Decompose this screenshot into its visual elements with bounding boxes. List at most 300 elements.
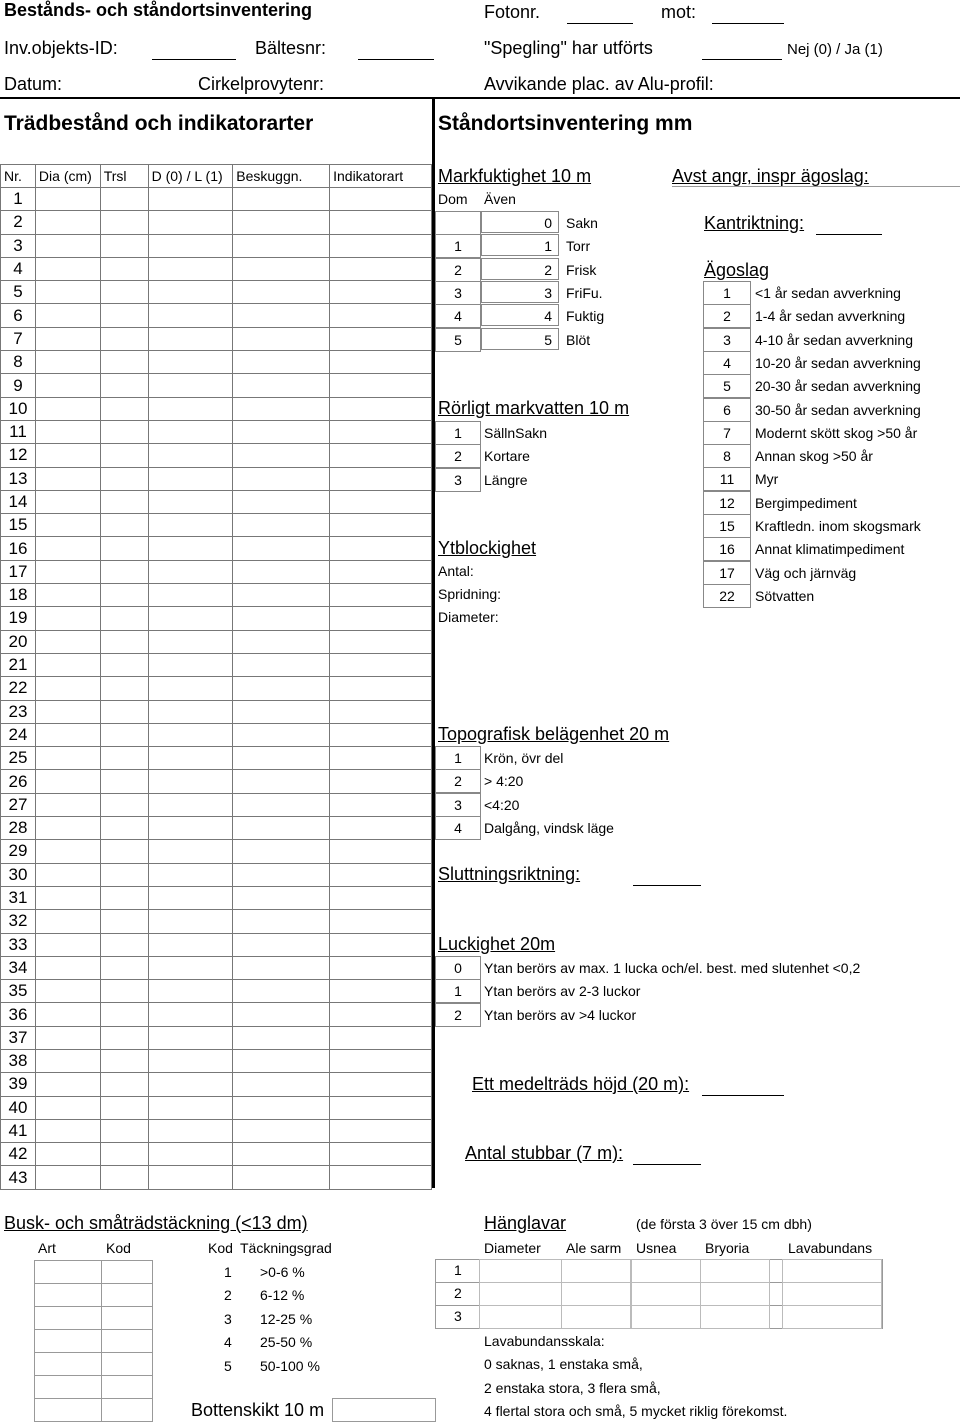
tree-cell[interactable] xyxy=(330,980,432,1003)
tree-cell[interactable] xyxy=(148,840,233,863)
tree-cell[interactable] xyxy=(100,304,148,327)
tree-cell[interactable] xyxy=(233,770,330,793)
medeltrad-field[interactable] xyxy=(702,1095,784,1096)
table-row xyxy=(1,1096,432,1119)
busk-art-cell[interactable] xyxy=(34,1398,102,1422)
tree-cell[interactable] xyxy=(35,188,100,211)
tree-cell[interactable] xyxy=(148,1096,233,1119)
tree-cell[interactable] xyxy=(148,653,233,676)
tree-cell[interactable] xyxy=(330,723,432,746)
tree-cell[interactable] xyxy=(148,886,233,909)
tree-cell[interactable] xyxy=(35,817,100,840)
tree-cell[interactable] xyxy=(100,234,148,257)
tree-cell[interactable] xyxy=(35,910,100,933)
tree-cell[interactable] xyxy=(100,723,148,746)
tree-cell[interactable] xyxy=(100,1003,148,1026)
tree-cell[interactable] xyxy=(233,607,330,630)
row-number: 23 xyxy=(1,700,36,723)
avst-line xyxy=(672,186,960,187)
busk-kod-cell[interactable] xyxy=(101,1260,153,1284)
tree-cell[interactable] xyxy=(148,1073,233,1096)
tree-cell[interactable] xyxy=(148,793,233,816)
agoslag-label: Myr xyxy=(755,471,779,488)
tree-cell[interactable] xyxy=(233,1026,330,1049)
tree-cell[interactable] xyxy=(148,910,233,933)
tree-cell[interactable] xyxy=(100,420,148,443)
busk-kod-cell[interactable] xyxy=(101,1398,153,1422)
tree-cell[interactable] xyxy=(148,490,233,513)
busk-cover-code: 1 xyxy=(224,1264,232,1280)
slutt-field[interactable] xyxy=(633,885,701,886)
tree-cell[interactable] xyxy=(100,700,148,723)
row-number: 14 xyxy=(1,490,36,513)
tree-cell[interactable] xyxy=(233,700,330,723)
tree-cell[interactable] xyxy=(330,211,432,234)
hang-cell[interactable] xyxy=(479,1282,562,1306)
tree-cell[interactable] xyxy=(330,1026,432,1049)
tree-cell[interactable] xyxy=(35,630,100,653)
tree-cell[interactable] xyxy=(100,1049,148,1072)
tree-cell[interactable] xyxy=(330,956,432,979)
tree-cell[interactable] xyxy=(148,933,233,956)
tree-cell[interactable] xyxy=(233,281,330,304)
tree-cell[interactable] xyxy=(35,886,100,909)
tree-cell[interactable] xyxy=(148,234,233,257)
tree-cell[interactable] xyxy=(148,980,233,1003)
busk-kod-cell[interactable] xyxy=(101,1329,153,1353)
agoslag-label: Kraftledn. inom skogsmark xyxy=(755,518,921,534)
tree-cell[interactable] xyxy=(35,467,100,490)
tree-cell[interactable] xyxy=(233,1119,330,1142)
agoslag-code: 6 xyxy=(703,398,751,422)
tree-cell[interactable] xyxy=(148,770,233,793)
tree-cell[interactable] xyxy=(100,514,148,537)
tree-cell[interactable] xyxy=(233,863,330,886)
tree-cell[interactable] xyxy=(35,1003,100,1026)
tree-cell[interactable] xyxy=(233,1143,330,1166)
hang-cell[interactable] xyxy=(561,1305,631,1329)
tree-cell[interactable] xyxy=(148,1143,233,1166)
busk-art-cell[interactable] xyxy=(34,1352,102,1376)
tree-cell[interactable] xyxy=(35,397,100,420)
tree-cell[interactable] xyxy=(35,1073,100,1096)
tree-cell[interactable] xyxy=(148,700,233,723)
tree-cell[interactable] xyxy=(148,374,233,397)
tree-cell[interactable] xyxy=(330,840,432,863)
row-number: 2 xyxy=(1,211,36,234)
tree-cell[interactable] xyxy=(35,793,100,816)
tree-cell[interactable] xyxy=(35,840,100,863)
tree-cell[interactable] xyxy=(35,1049,100,1072)
tree-cell[interactable] xyxy=(233,467,330,490)
tree-cell[interactable] xyxy=(100,490,148,513)
tree-cell[interactable] xyxy=(100,933,148,956)
table-row xyxy=(1,444,432,467)
luck-label: Ytan berörs av 2-3 luckor xyxy=(484,983,641,1000)
tree-cell[interactable] xyxy=(330,863,432,886)
tree-cell[interactable] xyxy=(100,817,148,840)
tree-cell[interactable] xyxy=(100,397,148,420)
tree-cell[interactable] xyxy=(148,304,233,327)
busk-art-cell[interactable] xyxy=(34,1329,102,1353)
tree-cell[interactable] xyxy=(35,700,100,723)
tree-cell[interactable] xyxy=(233,933,330,956)
tree-cell[interactable] xyxy=(35,770,100,793)
tree-cell[interactable] xyxy=(35,653,100,676)
hang-cell[interactable] xyxy=(782,1259,882,1283)
busk-art-cell[interactable] xyxy=(34,1283,102,1307)
agoslag-code: 3 xyxy=(703,328,751,352)
spegling-field[interactable] xyxy=(702,59,782,60)
hang-cell[interactable] xyxy=(631,1282,701,1306)
tree-cell[interactable] xyxy=(148,956,233,979)
markfukt-aven-code: 3 xyxy=(481,281,559,303)
tree-cell[interactable] xyxy=(330,1166,432,1189)
tree-cell[interactable] xyxy=(233,420,330,443)
tree-cell[interactable] xyxy=(148,188,233,211)
ytblock-diameter: Diameter: xyxy=(438,609,499,625)
tree-cell[interactable] xyxy=(100,770,148,793)
tree-cell[interactable] xyxy=(100,560,148,583)
tree-cell[interactable] xyxy=(148,397,233,420)
tree-cell[interactable] xyxy=(233,817,330,840)
tree-cell[interactable] xyxy=(35,257,100,280)
tree-cell[interactable] xyxy=(148,584,233,607)
tree-cell[interactable] xyxy=(233,444,330,467)
tree-cell[interactable] xyxy=(233,723,330,746)
tree-cell[interactable] xyxy=(330,1003,432,1026)
tree-cell[interactable] xyxy=(330,234,432,257)
row-number: 36 xyxy=(1,1003,36,1026)
tree-cell[interactable] xyxy=(148,211,233,234)
hang-cell[interactable] xyxy=(479,1305,562,1329)
hang-cell[interactable] xyxy=(700,1282,770,1306)
tree-cell[interactable] xyxy=(100,188,148,211)
tree-cell[interactable] xyxy=(233,677,330,700)
hang-row-number: 3 xyxy=(454,1308,462,1324)
fotonr-label: Fotonr. xyxy=(484,2,541,22)
tree-cell[interactable] xyxy=(35,1026,100,1049)
tree-cell[interactable] xyxy=(330,607,432,630)
tree-cell[interactable] xyxy=(330,490,432,513)
luck-label: Ytan berörs av >4 luckor xyxy=(484,1006,637,1023)
topo-label: <4:20 xyxy=(484,796,520,813)
hang-cell[interactable] xyxy=(782,1282,882,1306)
tree-cell[interactable] xyxy=(100,747,148,770)
tree-cell[interactable] xyxy=(233,397,330,420)
tree-cell[interactable] xyxy=(233,1166,330,1189)
tree-cell[interactable] xyxy=(100,1026,148,1049)
fotonr-field[interactable] xyxy=(567,23,633,24)
section-right-title: Ståndortsinventering mm xyxy=(438,112,693,135)
table-row xyxy=(1,1073,432,1096)
tree-cell[interactable] xyxy=(233,514,330,537)
tree-cell[interactable] xyxy=(35,933,100,956)
topo-code: 2 xyxy=(435,769,481,793)
tree-cell[interactable] xyxy=(100,677,148,700)
tree-cell[interactable] xyxy=(148,1119,233,1142)
tree-cell[interactable] xyxy=(330,653,432,676)
tree-cell[interactable] xyxy=(35,490,100,513)
tree-cell[interactable] xyxy=(148,537,233,560)
tree-cell[interactable] xyxy=(330,514,432,537)
hang-cell[interactable] xyxy=(700,1259,770,1283)
tree-cell[interactable] xyxy=(330,793,432,816)
busk-kod-cell[interactable] xyxy=(101,1306,153,1330)
rorligt-label: Kortare xyxy=(484,448,530,465)
tree-cell[interactable] xyxy=(35,747,100,770)
tree-cell[interactable] xyxy=(330,584,432,607)
tree-cell[interactable] xyxy=(330,700,432,723)
tree-cell[interactable] xyxy=(35,1096,100,1119)
topo-code: 1 xyxy=(435,746,481,770)
tree-cell[interactable] xyxy=(35,281,100,304)
tree-cell[interactable] xyxy=(330,747,432,770)
hang-cell[interactable] xyxy=(479,1259,562,1283)
tree-cell[interactable] xyxy=(100,584,148,607)
tree-cell[interactable] xyxy=(330,910,432,933)
hang-cell[interactable] xyxy=(631,1305,701,1329)
tree-cell[interactable] xyxy=(35,980,100,1003)
table-row xyxy=(1,327,432,350)
tree-cell[interactable] xyxy=(233,980,330,1003)
tree-cell[interactable] xyxy=(330,467,432,490)
tree-cell[interactable] xyxy=(100,1119,148,1142)
stubbar-label: Antal stubbar (7 m): xyxy=(465,1143,624,1163)
tree-cell[interactable] xyxy=(330,537,432,560)
busk-art-cell[interactable] xyxy=(34,1375,102,1399)
tree-cell[interactable] xyxy=(148,607,233,630)
tree-cell[interactable] xyxy=(100,1073,148,1096)
tree-cell[interactable] xyxy=(233,188,330,211)
tree-cell[interactable] xyxy=(35,514,100,537)
tree-cell[interactable] xyxy=(233,793,330,816)
tree-cell[interactable] xyxy=(233,653,330,676)
tree-cell[interactable] xyxy=(100,351,148,374)
tree-cell[interactable] xyxy=(330,281,432,304)
busk-kod2-header: Kod xyxy=(208,1240,233,1256)
tree-cell[interactable] xyxy=(35,863,100,886)
row-number: 8 xyxy=(1,351,36,374)
tree-cell[interactable] xyxy=(148,514,233,537)
table-row xyxy=(1,234,432,257)
tree-cell[interactable] xyxy=(35,351,100,374)
tree-cell[interactable] xyxy=(35,1119,100,1142)
tree-cell[interactable] xyxy=(233,1049,330,1072)
tree-cell[interactable] xyxy=(100,1143,148,1166)
tree-cell[interactable] xyxy=(148,420,233,443)
tree-cell[interactable] xyxy=(330,677,432,700)
hang-cell[interactable] xyxy=(631,1259,701,1283)
hang-cell[interactable] xyxy=(561,1282,631,1306)
tree-cell[interactable] xyxy=(100,863,148,886)
tree-cell[interactable] xyxy=(233,211,330,234)
tree-cell[interactable] xyxy=(330,1096,432,1119)
tree-cell[interactable] xyxy=(148,863,233,886)
hang-row-number: 1 xyxy=(454,1262,462,1278)
tree-cell[interactable] xyxy=(233,537,330,560)
tree-cell[interactable] xyxy=(35,956,100,979)
tree-cell[interactable] xyxy=(35,420,100,443)
tree-cell[interactable] xyxy=(35,444,100,467)
baltesnr-field[interactable] xyxy=(358,59,434,60)
stubbar-field[interactable] xyxy=(633,1164,701,1165)
tree-cell[interactable] xyxy=(233,1096,330,1119)
tree-cell[interactable] xyxy=(148,1026,233,1049)
tree-cell[interactable] xyxy=(330,327,432,350)
tree-cell[interactable] xyxy=(100,793,148,816)
tree-cell[interactable] xyxy=(148,351,233,374)
tree-cell[interactable] xyxy=(330,397,432,420)
tree-cell[interactable] xyxy=(100,281,148,304)
tree-cell[interactable] xyxy=(330,304,432,327)
tree-cell[interactable] xyxy=(148,747,233,770)
tree-cell[interactable] xyxy=(100,886,148,909)
tree-cell[interactable] xyxy=(35,723,100,746)
tree-header-5: Indikatorart xyxy=(330,165,432,188)
tree-cell[interactable] xyxy=(148,630,233,653)
busk-art-cell[interactable] xyxy=(34,1260,102,1284)
tree-cell[interactable] xyxy=(148,817,233,840)
busk-cover-code: 2 xyxy=(224,1287,232,1304)
tree-cell[interactable] xyxy=(233,840,330,863)
table-row xyxy=(1,793,432,816)
tree-cell[interactable] xyxy=(330,1049,432,1072)
busk-kod-cell[interactable] xyxy=(101,1375,153,1399)
row-number: 20 xyxy=(1,630,36,653)
lavskala-line3: 4 flertal stora och små, 5 mycket riklig förekomst. xyxy=(484,1403,788,1419)
tree-cell[interactable] xyxy=(148,560,233,583)
tree-cell[interactable] xyxy=(35,304,100,327)
tree-cell[interactable] xyxy=(233,374,330,397)
tree-cell[interactable] xyxy=(148,723,233,746)
tree-cell[interactable] xyxy=(330,770,432,793)
tree-cell[interactable] xyxy=(233,490,330,513)
tree-cell[interactable] xyxy=(233,630,330,653)
tree-cell[interactable] xyxy=(330,351,432,374)
tree-cell[interactable] xyxy=(100,653,148,676)
tree-cell[interactable] xyxy=(148,1049,233,1072)
tree-cell[interactable] xyxy=(148,1166,233,1189)
tree-cell[interactable] xyxy=(330,1119,432,1142)
tree-cell[interactable] xyxy=(100,1166,148,1189)
markfukt-aven-code: 4 xyxy=(481,304,559,326)
busk-kod-cell[interactable] xyxy=(101,1283,153,1307)
tree-cell[interactable] xyxy=(100,374,148,397)
tree-cell[interactable] xyxy=(100,257,148,280)
tree-cell[interactable] xyxy=(330,444,432,467)
tree-cell[interactable] xyxy=(233,304,330,327)
tree-cell[interactable] xyxy=(233,327,330,350)
busk-art-cell[interactable] xyxy=(34,1306,102,1330)
tree-cell[interactable] xyxy=(148,677,233,700)
tree-cell[interactable] xyxy=(330,420,432,443)
markfukt-aven: Även xyxy=(484,191,516,207)
row-number: 38 xyxy=(1,1049,36,1072)
tree-cell[interactable] xyxy=(100,211,148,234)
tree-cell[interactable] xyxy=(330,374,432,397)
tree-cell[interactable] xyxy=(233,1003,330,1026)
tree-cell[interactable] xyxy=(233,351,330,374)
busk-kod-cell[interactable] xyxy=(101,1352,153,1376)
tree-cell[interactable] xyxy=(100,956,148,979)
tree-cell[interactable] xyxy=(330,560,432,583)
tree-cell[interactable] xyxy=(233,560,330,583)
tree-cell[interactable] xyxy=(330,817,432,840)
tree-cell[interactable] xyxy=(35,374,100,397)
tree-cell[interactable] xyxy=(100,444,148,467)
mot-field[interactable] xyxy=(712,23,784,24)
table-row xyxy=(1,770,432,793)
tree-cell[interactable] xyxy=(233,1073,330,1096)
tree-cell[interactable] xyxy=(35,211,100,234)
tree-cell[interactable] xyxy=(100,327,148,350)
hang-cell[interactable] xyxy=(561,1259,631,1283)
agoslag-title: Ägoslag xyxy=(704,260,770,280)
tree-cell[interactable] xyxy=(233,584,330,607)
tree-cell[interactable] xyxy=(233,886,330,909)
tree-cell[interactable] xyxy=(148,281,233,304)
hang-cell[interactable] xyxy=(700,1305,770,1329)
tree-cell[interactable] xyxy=(330,1073,432,1096)
tree-cell[interactable] xyxy=(330,257,432,280)
tree-cell[interactable] xyxy=(330,188,432,211)
tree-cell[interactable] xyxy=(148,1003,233,1026)
tree-cell[interactable] xyxy=(100,630,148,653)
tree-cell[interactable] xyxy=(100,1096,148,1119)
table-row xyxy=(1,584,432,607)
tree-cell[interactable] xyxy=(148,257,233,280)
tree-cell[interactable] xyxy=(148,327,233,350)
tree-cell[interactable] xyxy=(100,537,148,560)
tree-cell[interactable] xyxy=(330,886,432,909)
tree-cell[interactable] xyxy=(233,234,330,257)
hang-cell[interactable] xyxy=(782,1305,882,1329)
tree-cell[interactable] xyxy=(100,607,148,630)
tree-cell[interactable] xyxy=(35,560,100,583)
tree-cell[interactable] xyxy=(35,1143,100,1166)
agoslag-label: 4-10 år sedan avverkning xyxy=(755,331,913,348)
table-row xyxy=(1,420,432,443)
tree-cell[interactable] xyxy=(148,444,233,467)
tree-cell[interactable] xyxy=(148,467,233,490)
tree-cell[interactable] xyxy=(35,537,100,560)
tree-cell[interactable] xyxy=(233,747,330,770)
tree-cell[interactable] xyxy=(330,933,432,956)
bottenskikt-field[interactable] xyxy=(332,1398,436,1422)
tree-cell[interactable] xyxy=(233,910,330,933)
tree-cell[interactable] xyxy=(35,327,100,350)
tree-cell[interactable] xyxy=(233,956,330,979)
tree-cell[interactable] xyxy=(35,1166,100,1189)
tree-cell[interactable] xyxy=(35,234,100,257)
busk-cover-code: 4 xyxy=(224,1334,232,1351)
invobj-field[interactable] xyxy=(152,59,236,60)
tree-cell[interactable] xyxy=(233,257,330,280)
tree-cell[interactable] xyxy=(330,1143,432,1166)
tree-cell[interactable] xyxy=(35,677,100,700)
tree-cell[interactable] xyxy=(35,584,100,607)
tree-cell[interactable] xyxy=(100,840,148,863)
luck-label: Ytan berörs av max. 1 lucka och/el. best. med slutenhet <0,2 xyxy=(484,960,861,976)
tree-cell[interactable] xyxy=(35,607,100,630)
agoslag-label: 20-30 år sedan avverkning xyxy=(755,378,921,395)
kantriktning-field[interactable] xyxy=(816,234,882,235)
tree-cell[interactable] xyxy=(100,467,148,490)
tree-cell[interactable] xyxy=(330,630,432,653)
tree-cell[interactable] xyxy=(100,910,148,933)
tree-cell[interactable] xyxy=(100,980,148,1003)
